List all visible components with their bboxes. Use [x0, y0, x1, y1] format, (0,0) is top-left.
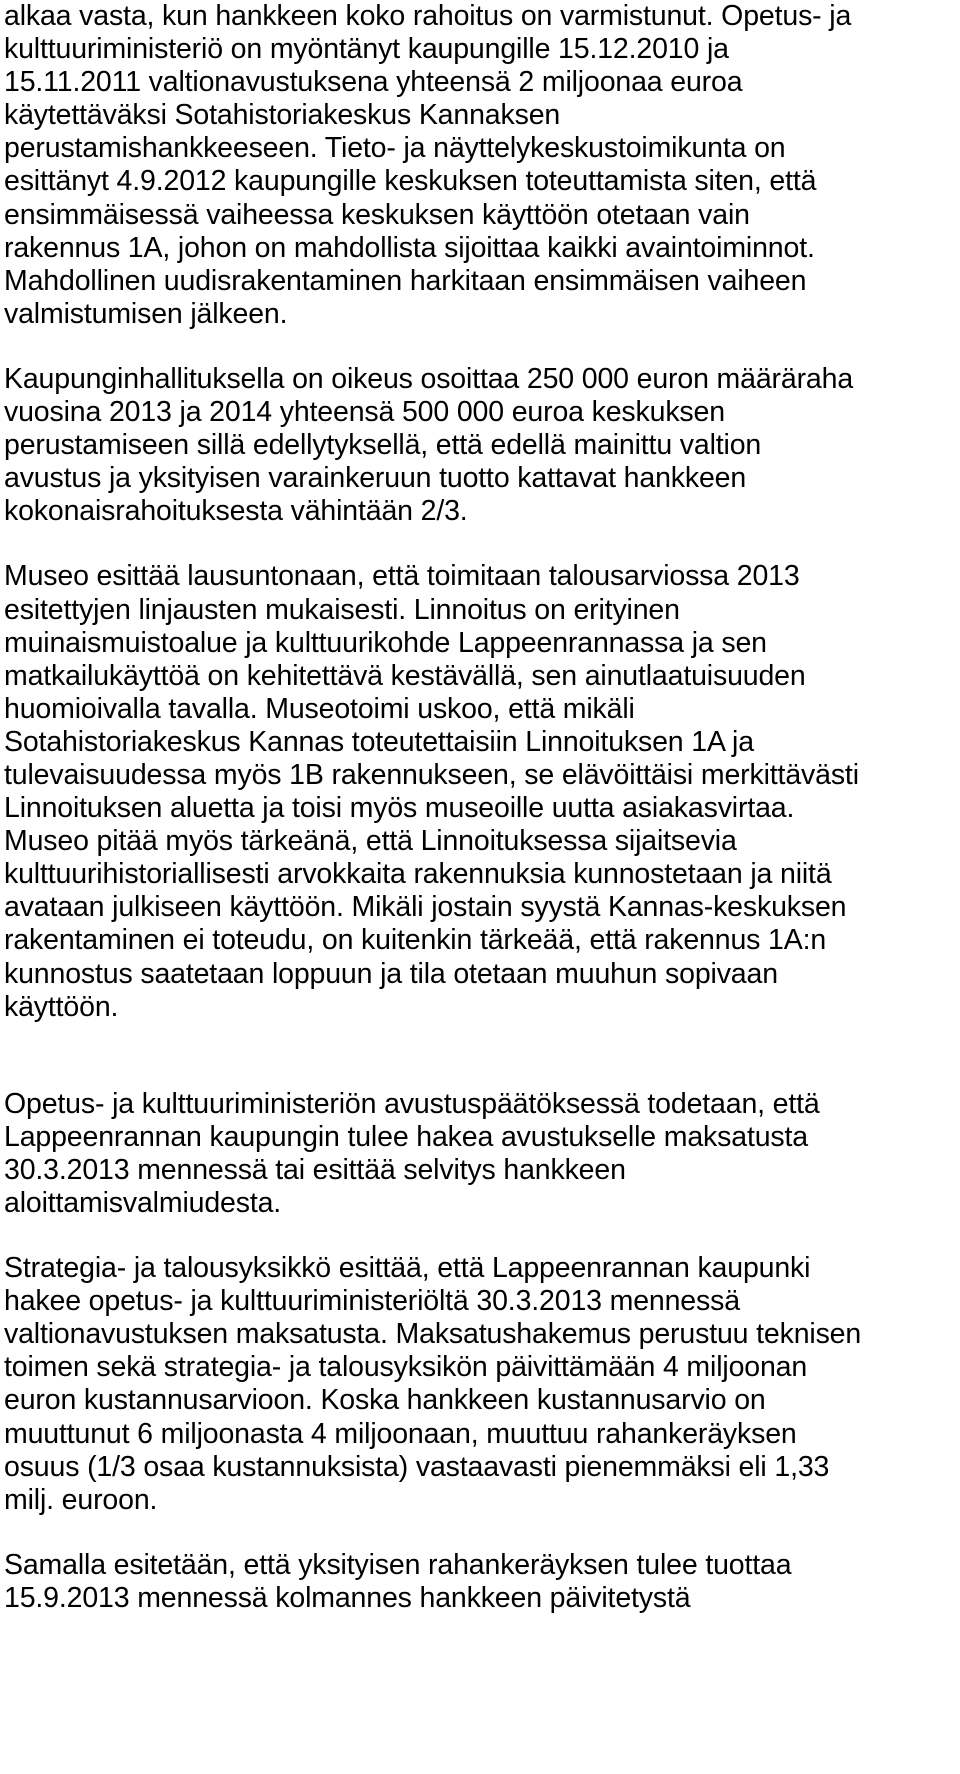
- text-line: toimen sekä strategia- ja talousyksikön päivittämään 4 miljoonan: [4, 1351, 808, 1384]
- text-line: perustamiseen sillä edellytyksellä, että edellä mainittu valtion: [4, 429, 762, 462]
- paragraph-ministry-decision: [4, 1088, 954, 1220]
- text-line: Mahdollinen uudisrakentaminen harkitaan ensimmäisen vaiheen: [4, 264, 807, 297]
- text-line: Samalla esitetään, että yksityisen rahankeräyksen tulee tuottaa: [4, 1548, 792, 1581]
- text-line: kulttuurihistoriallisesti arvokkaita rakennuksia kunnostetaan ja niitä: [4, 858, 832, 891]
- text-line: hakee opetus- ja kulttuuriministeriöltä 30.3.2013 mennessä: [4, 1285, 740, 1318]
- text-line: kulttuuriministeriö on myöntänyt kaupungille 15.12.2010 ja: [4, 33, 729, 66]
- text-line: 15.9.2013 mennessä kolmannes hankkeen päivitetystä: [4, 1581, 691, 1614]
- paragraph-fundraising: [4, 1549, 954, 1615]
- text-line: milj. euroon.: [4, 1483, 158, 1516]
- text-line: avustus ja yksityisen varainkeruun tuotto kattavat hankkeen: [4, 462, 747, 495]
- text-line: valtionavustuksen maksatusta. Maksatushakemus perustuu teknisen: [4, 1318, 862, 1351]
- text-line: rakennus 1A, johon on mahdollista sijoittaa kaikki avaintoiminnot.: [4, 231, 815, 264]
- text-line: kunnostus saatetaan loppuun ja tila otetaan muuhun sopivaan: [4, 957, 778, 990]
- text-line: Museo pitää myös tärkeänä, että Linnoituksessa sijaitsevia: [4, 825, 737, 858]
- text-line: Sotahistoriakeskus Kannas toteutettaisiin Linnoituksen 1A ja: [4, 725, 754, 758]
- text-line: avataan julkiseen käyttöön. Mikäli jostain syystä Kannas-keskuksen: [4, 891, 847, 924]
- text-line: huomioivalla tavalla. Museotoimi uskoo, että mikäli: [4, 692, 635, 725]
- text-line: esitettyjen linjausten mukaisesti. Linnoitus on erityinen: [4, 593, 680, 626]
- text-line: euron kustannusarvioon. Koska hankkeen kustannusarvio on: [4, 1384, 766, 1417]
- document-page: [4, 0, 954, 1615]
- paragraph-appropriation: [4, 363, 954, 528]
- text-line: Opetus- ja kulttuuriministeriön avustuspäätöksessä todetaan, että: [4, 1087, 820, 1120]
- paragraph-spacer: [4, 1024, 954, 1088]
- text-line: tulevaisuudessa myös 1B rakennukseen, se elävöittäisi merkittävästi: [4, 758, 859, 791]
- text-line: kokonaisrahoituksesta vähintään 2/3.: [4, 495, 468, 528]
- text-line: käyttöön.: [4, 990, 119, 1023]
- paragraph-spacer: [4, 331, 954, 363]
- text-line: perustamishankkeeseen. Tieto- ja näyttelykeskustoimikunta on: [4, 132, 786, 165]
- text-line: vuosina 2013 ja 2014 yhteensä 500 000 euroa keskuksen: [4, 396, 725, 429]
- text-line: osuus (1/3 osaa kustannuksista) vastaavasti pienemmäksi eli 1,33: [4, 1450, 830, 1483]
- text-line: ensimmäisessä vaiheessa keskuksen käyttöön otetaan vain: [4, 198, 750, 231]
- text-line: Linnoituksen aluetta ja toisi myös museoille uutta asiakasvirtaa.: [4, 792, 795, 825]
- text-line: 30.3.2013 mennessä tai esittää selvitys hankkeen: [4, 1153, 626, 1186]
- text-line: muinaismuistoalue ja kulttuurikohde Lappeenrannassa ja sen: [4, 626, 767, 659]
- paragraph-funding-status: [4, 0, 954, 331]
- paragraph-strategy-unit: [4, 1252, 954, 1517]
- paragraph-spacer: [4, 1220, 954, 1252]
- text-line: valmistumisen jälkeen.: [4, 297, 288, 330]
- text-line: Strategia- ja talousyksikkö esittää, että Lappeenrannan kaupunki: [4, 1252, 811, 1285]
- text-line: käytettäväksi Sotahistoriakeskus Kannaksen: [4, 99, 561, 132]
- text-line: aloittamisvalmiudesta.: [4, 1187, 282, 1219]
- paragraph-spacer: [4, 1517, 954, 1549]
- paragraph-museum-statement: [4, 560, 954, 1023]
- text-line: esittänyt 4.9.2012 kaupungille keskuksen toteuttamista siten, että: [4, 165, 817, 198]
- text-line: alkaa vasta, kun hankkeen koko rahoitus on varmistunut. Opetus- ja: [4, 0, 852, 32]
- text-line: muuttunut 6 miljoonasta 4 miljoonaan, muuttuu rahankeräyksen: [4, 1417, 797, 1450]
- paragraph-spacer: [4, 528, 954, 560]
- text-line: Kaupunginhallituksella on oikeus osoittaa 250 000 euron määräraha: [4, 362, 854, 395]
- text-line: Museo esittää lausuntonaan, että toimitaan talousarviossa 2013: [4, 560, 800, 593]
- text-line: matkailukäyttöä on kehitettävä kestävällä, sen ainutlaatuisuuden: [4, 659, 806, 692]
- text-line: rakentaminen ei toteudu, on kuitenkin tärkeää, että rakennus 1A:n: [4, 924, 827, 957]
- text-line: Lappeenrannan kaupungin tulee hakea avustukselle maksatusta: [4, 1120, 808, 1153]
- text-line: 15.11.2011 valtionavustuksena yhteensä 2 miljoonaa euroa: [4, 66, 743, 99]
